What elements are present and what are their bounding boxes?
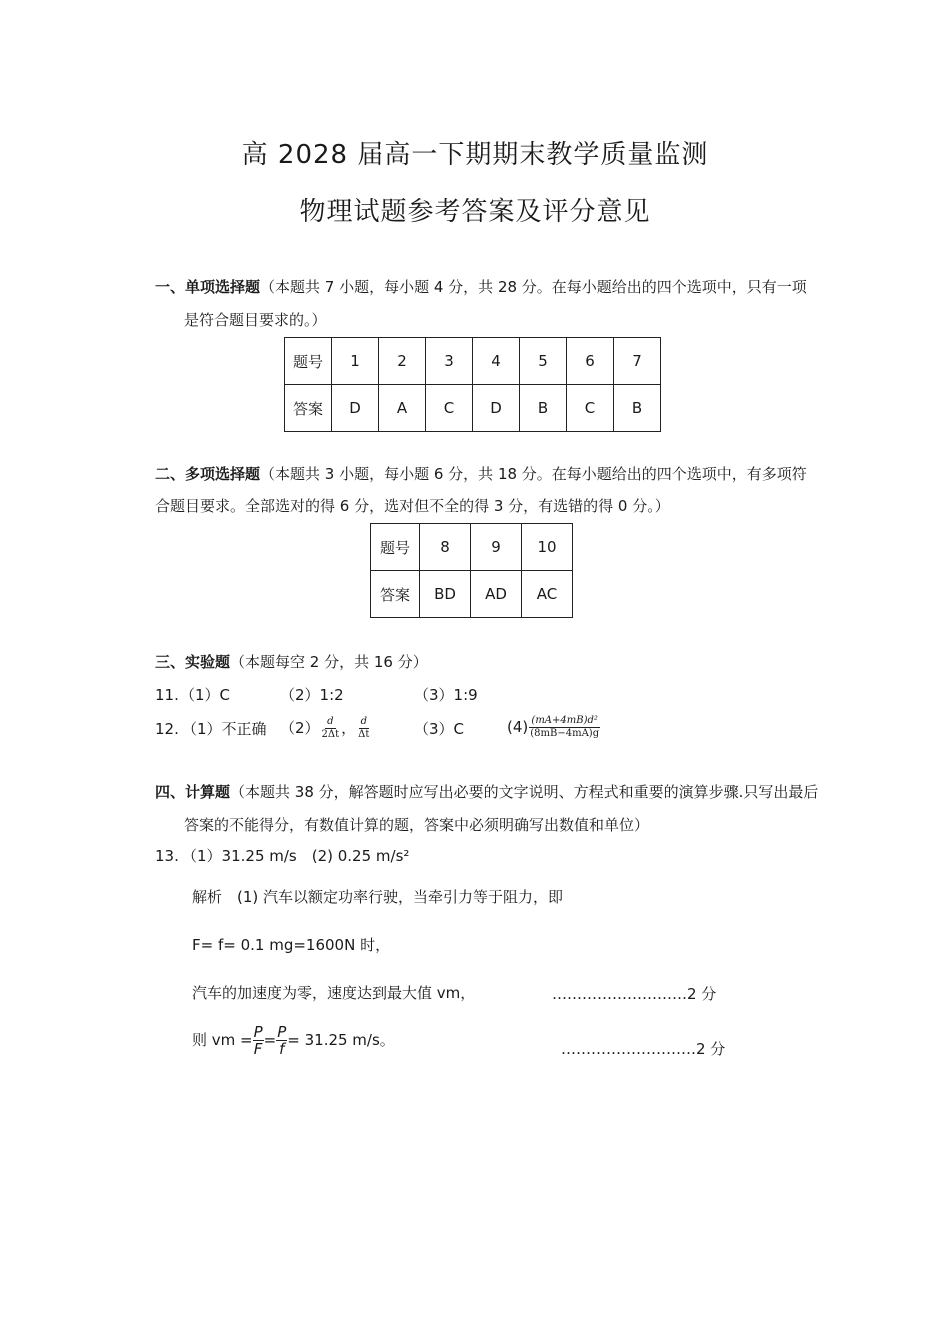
section2-heading: 二、多项选择题 [155,465,261,483]
question-cell: 10 [522,524,573,571]
q13-line4-prefix: 则 vm = [192,1031,253,1049]
section3-heading: 三、实验题 [155,653,231,671]
answer-cell: A [379,385,426,432]
answer-cell: AC [522,571,573,618]
row-label-answer: 答案 [285,385,332,432]
fraction-numerator: P [253,1022,263,1041]
answer-cell: B [520,385,567,432]
q11-part2: （2）1:2 [280,686,344,704]
fraction-numerator: P [277,1022,287,1041]
answer-cell: D [332,385,379,432]
section4-desc-line1: （本题共 38 分，解答题时应写出必要的文字说明、方程式和重要的演算步骤.只写出最后 [230,783,819,801]
q12-separator: ， [341,719,357,737]
section2-desc-line2: 合题目要求。全部选对的得 6 分，选对但不全的得 3 分，有选错的得 0 分。） [155,497,670,515]
fraction-numerator: d [360,715,367,727]
fraction-denominator: F [253,1039,263,1058]
fraction-denominator: (8mB−4mA)g [530,727,600,739]
q13-number: 13. [155,847,179,865]
section2-desc-line1: （本题共 3 小题，每小题 6 分，共 18 分。在每小题给出的四个选项中，有多项符 [260,465,807,483]
section3-line [155,652,428,672]
fraction-numerator: (mA+4mB)d² [531,714,598,726]
question-cell: 6 [567,338,614,385]
question-cell: 3 [426,338,473,385]
section4-heading: 四、计算题 [155,783,231,801]
q13-fraction-b [276,1024,287,1057]
q12-number: 12. [155,720,179,738]
row-label-answer: 答案 [371,571,420,618]
q11-number: 11. [155,686,179,704]
q11-part3: （3）1:9 [414,686,478,704]
section1-line1 [155,277,807,297]
section4-desc-line2: 答案的不能得分，有数值计算的题，答案中必须明确写出数值和单位） [184,816,650,834]
question-cell: 8 [420,524,471,571]
section1-desc-line2: 是符合题目要求的。） [184,311,327,329]
row-label-question: 题号 [285,338,332,385]
answer-cell: B [614,385,661,432]
q12-part4 [507,709,601,745]
question-cell: 5 [520,338,567,385]
q12-fraction-1 [320,716,342,741]
question-cell: 1 [332,338,379,385]
fraction-numerator: d [327,715,334,727]
section2-answer-table [370,523,573,618]
section1-answer-table [284,337,661,432]
q13-score-1: ………………………2 分 [552,985,717,1003]
question-cell: 9 [471,524,522,571]
q11-part1: （1）C [180,686,231,704]
section1-desc-line1: （本题共 7 小题，每小题 4 分，共 28 分。在每小题给出的四个选项中，只有一项 [260,278,807,296]
q12-fraction-2 [356,716,371,741]
answer-cell: C [426,385,473,432]
q13-analysis-line2: F= f= 0.1 mg=1600N 时， [192,936,391,954]
q13-analysis-line4: 则 vm = $\frac{P}{F}$ = $\frac{P}{f}$ = 31.25 m/s。 [192,1022,395,1058]
section3-desc: （本题每空 2 分，共 16 分） [230,653,428,671]
q12-fraction-4 [528,715,601,740]
answer-cell: C [567,385,614,432]
section1-heading: 一、单项选择题 [155,278,261,296]
q12-part2 [280,711,371,745]
exam-subtitle: 物理试题参考答案及评分意见 [299,197,651,227]
q12-part1: （1）不正确 [182,720,267,738]
fraction-denominator: Δt [358,728,370,740]
question-cell: 7 [614,338,661,385]
answer-cell: AD [471,571,522,618]
exam-title: 高 2028 届高一下期期末教学质量监测 [241,140,709,170]
table-row-answers [371,571,573,618]
row-label-question: 题号 [371,524,420,571]
section4-line1 [155,782,818,802]
q13-answer: （1）31.25 m/s (2) 0.25 m/s² [182,847,410,865]
q13-fraction-a [253,1024,264,1057]
q12-part3: （3）C [414,720,465,738]
answer-cell: BD [420,571,471,618]
q13-score-2: ………………………2 分 [561,1040,726,1058]
table-row-questions [285,338,661,385]
table-row-questions [371,524,573,571]
q13-analysis-line3: 汽车的加速度为零，速度达到最大值 vm， [192,984,476,1002]
q13-analysis-line1: 解析 (1) 汽车以额定功率行驶，当牵引力等于阻力，即 [192,888,564,906]
section2-line1 [155,464,807,484]
question-cell: 2 [379,338,426,385]
fraction-denominator: 2Δt [321,728,340,740]
q13-line4-suffix: = 31.25 m/s。 [287,1031,395,1049]
q12-part4-label: (4) [507,718,529,736]
table-row-answers [285,385,661,432]
fraction-denominator: f [279,1039,285,1058]
q12-part2-label: （2） [280,719,320,737]
question-cell: 4 [473,338,520,385]
answer-cell: D [473,385,520,432]
